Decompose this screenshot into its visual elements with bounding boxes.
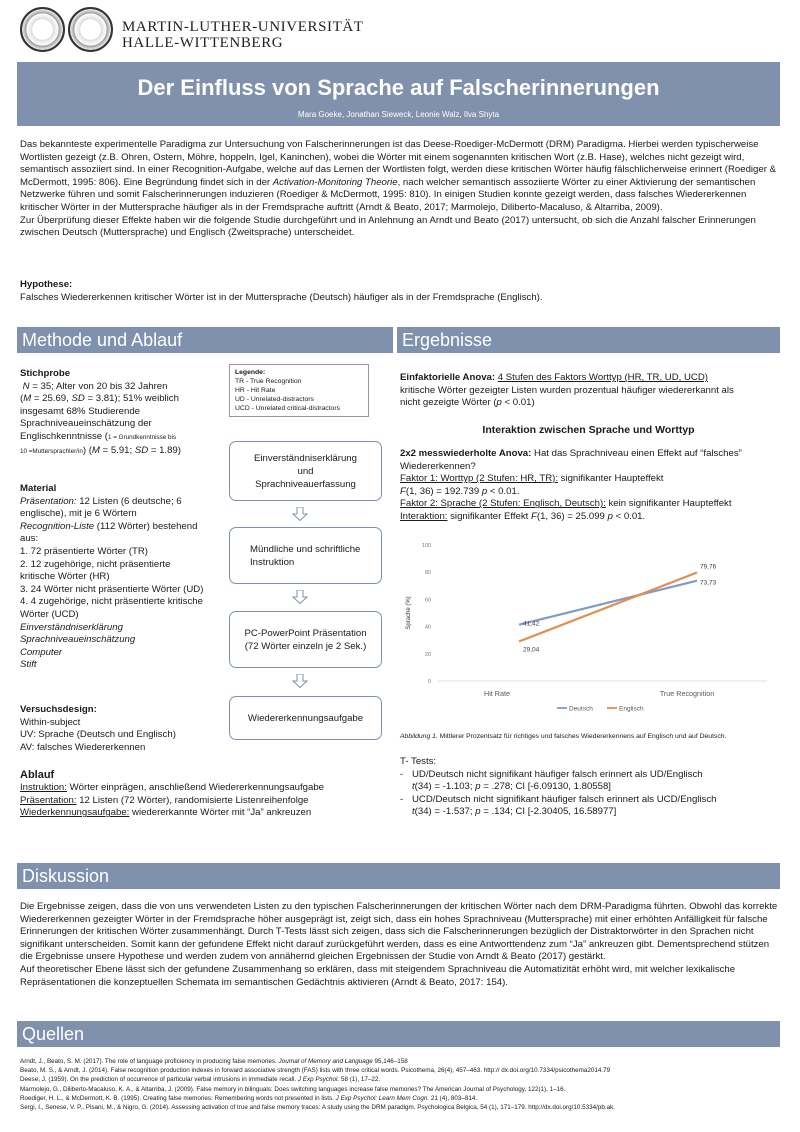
stichprobe-title: Stichprobe (20, 368, 71, 379)
reference-5-a: Roediger, H. L., & McDermott, K. B. (1995). Creating false memories: Remembering words not presented in lists. (20, 1094, 336, 1102)
diskussion-text (20, 901, 782, 989)
ablauf-block (20, 768, 390, 820)
legend-item-ud: UD - Unrelated-distractors (235, 396, 314, 403)
hypothesis-title: Hypothese: (20, 279, 73, 290)
faktor2-u: Faktor 2: Sprache (2 Stufen: Englisch, Deutsch): (400, 498, 606, 510)
ttest2-b: = .134; CI [-2.30405, 16.58977] (480, 806, 617, 818)
references-list (20, 1057, 782, 1112)
stichprobe-l6-a: ) ( (82, 444, 92, 456)
legend-label-deutsch: Deutsch (569, 705, 593, 713)
f-symbol: F (400, 485, 406, 497)
anova2-block (400, 448, 780, 524)
faktor2-text: kein signifikanter Haupteffekt (605, 498, 732, 510)
anova2-line1 (400, 448, 780, 461)
figure-caption-label: Abbildung 1. (400, 733, 438, 740)
material-line4: aus: (20, 533, 39, 545)
stichprobe-line1 (20, 381, 225, 394)
stichprobe-l5-small: 1 = Grundkenntnisse bis (108, 433, 177, 441)
material-line12: Sprachniveaueinschätzung (20, 634, 136, 646)
versuchsdesign-block (20, 704, 230, 754)
legend-box (229, 364, 369, 417)
university-seal-right-icon (68, 7, 113, 52)
university-seal-left-icon (20, 7, 65, 52)
stichprobe-l6-small: 10 =Muttersprachler/in (20, 447, 83, 455)
ablauf-l1: Wörter einprägen, anschließend Wiedererkennungsaufgabe (66, 782, 324, 793)
series-line-deutsch (519, 581, 697, 625)
reference-2: Beato, M. S., & Arndt, J. (2014). False recognition production indexes in forward associative strength (FAS) lists with three critical words. Psicothema, 26(4), 457–463. http:// dx.doi.org/10.7334/psicothema2014.79 (20, 1067, 611, 1075)
flow-step-1 (229, 441, 382, 501)
interaction-c: < 0.01. (612, 510, 646, 522)
flow-step-4 (229, 696, 382, 740)
ablauf-line3 (20, 807, 390, 820)
material-line2: englische), mit je 6 Wörtern (20, 508, 137, 520)
interaction-p: p (607, 510, 613, 522)
faktor1-stat-b: < 0.01. (487, 485, 520, 497)
ablauf-l2: 12 Listen (72 Wörter), randomisierte Listenreihenfolge (76, 794, 309, 806)
stichprobe-block (20, 368, 225, 458)
versuchsdesign-title: Versuchsdesign: (20, 704, 97, 715)
material-line3 (20, 521, 230, 534)
anova2-a: Hat das Sprachniveau einen Effekt auf “falsches” (531, 448, 742, 459)
reference-6: Sergi, I., Senese, V. P., Pisani, M., & Nigro, G. (2014). Assessing activation of true and false memory traces: A study using the DRM paradigm. Psychologica Belgica, 54 (1), 171–179. http://dx.doi.org/10.5334/pb.ak. (20, 1104, 616, 1112)
ttest1-p: p (475, 781, 481, 793)
interaction-b: (1, 36) = 25.099 (536, 510, 608, 522)
data-label-englisch: 29,04 (523, 646, 540, 654)
figure-caption-text: Mittlerer Prozentsatz für richtiges und falsches Wiedererkennens auf Englisch und auf Deutsch. (437, 733, 727, 740)
intro-paragraph-2: Zur Überprüfung dieser Effekte haben wir die folgende Studie durchgeführt und in Anlehnung an Arndt und Beato (2017) untersucht, ob sich die Anzahl falscher Erinnerungen zwischen Deutsch (Muttersprache) und Englisch (Zweitsprache) unterscheidet. (20, 214, 756, 239)
reference-1 (20, 1057, 782, 1066)
intro-paragraph-1 (20, 139, 780, 215)
intro-p1-a: Das bekannteste experimentelle Paradigma zur Untersuchung von Falscherinnerungen ist das Deese-Roediger-McDermott (DRM) Paradigma. Hierbei werden typischerweise Wortlisten gezeigt (z.B. Ohren, Ostern, Möhre, hoppeln, Igel, Kaninchen), wobei die Wörter mit einem sogenannten kritischen Wort (z.B. Hase), welches nicht gezeigt wird, semantisch assoziiert sind. In einer Recognition-Aufgabe, welche auf das Lernen der Wortlisten folgt, werden diese kritischen Wörter häufig fälschlicherweise erinnert (Roediger & McDermott, 1995: 806). Eine Begründung findet sich in der (20, 139, 776, 188)
anova1-u: 4 Stufen des Faktors Worttyp (HR, TR, UD, UCD) (497, 372, 708, 383)
ttest2-line1 (400, 794, 780, 807)
ttest2-t: t (412, 806, 415, 818)
stichprobe-line3: insgesamt 68% Studierende (20, 405, 140, 417)
reference-3-it: J Exp Psychol. (297, 1076, 340, 1084)
material-line1 (20, 496, 230, 509)
y-tick-label: 20 (424, 651, 431, 658)
interaction-u: Interaktion: (400, 510, 448, 522)
paren: ( (20, 393, 24, 405)
ttests-block (400, 756, 780, 819)
ablauf-l3: wiedererkannte Wörter mit “Ja” ankreuzen (129, 807, 312, 819)
reference-1-it: Journal of Memory and Language (278, 1058, 373, 1065)
legend-item-ucd: UCD - Unrelated critical-distractors (235, 405, 340, 412)
ttest2-line2 (400, 806, 780, 819)
anova1-line2: kritische Wörter gezeigter Listen wurden prozentual häufiger wiedererkannt als (400, 384, 734, 396)
p-symbol: p (481, 485, 488, 497)
ablauf-line1 (20, 782, 390, 795)
material-line7: kritische Wörter (HR) (20, 571, 110, 583)
stichprobe-line6 (20, 445, 225, 459)
legend-item-tr: TR - True Recognition (235, 378, 302, 385)
interaction-f: F (531, 510, 537, 522)
reference-3-a: Deese, J. (1959). On the prediction of occurrence of particular verbal intrusions in immediate recall. (20, 1076, 298, 1084)
ttest1-t: t (412, 781, 415, 793)
reference-3 (20, 1075, 782, 1084)
material-block (20, 483, 230, 672)
diskussion-paragraph-2: Auf theoretischer Ebene lässt sich der gefundene Zusammenhang so erklären, dass mit steigendem Sprachniveau die Automatizität erhöht wird, mit welcher lexikalische Repräsentationen die konzeptuellen Schemata im semantischen Gedächtnis aktivieren (Arndt & Beato, 2017: 154). (20, 963, 736, 988)
faktor1-line (400, 473, 780, 486)
m-symbol: M (23, 393, 32, 405)
ttest2-p: p (475, 806, 481, 818)
n-symbol: N (22, 380, 30, 392)
legend-label-englisch: Englisch (619, 705, 644, 713)
stichprobe-line4: Sprachniveaueinschätzung der (20, 418, 152, 430)
intro-p1-italic: Activation-Monitoring Theorie (272, 176, 398, 188)
stichprobe-l6-c: = 1.89) (148, 444, 181, 456)
anova1-bold: Einfaktorielle Anova: (400, 372, 496, 383)
series-line-englisch (519, 573, 697, 642)
section-ergebnisse-header: Ergebnisse (397, 327, 780, 353)
figure-caption (400, 732, 780, 741)
stichprobe-l5-a: Englischkenntnisse ( (20, 430, 108, 442)
ttest1-text: UD/Deutsch nicht signifikant häufiger falsch erinnert als UD/Englisch (412, 768, 703, 780)
ttest2-dash: - (400, 793, 404, 805)
versuchsdesign-line3: AV: falsches Wiedererkennen (20, 741, 146, 753)
stichprobe-line2 (20, 393, 225, 406)
material-title: Material (20, 483, 57, 494)
section-diskussion-header: Diskussion (17, 863, 780, 889)
intro-text (20, 139, 780, 240)
faktor2-line (400, 498, 780, 511)
ttest1-a: (34) = -1.103; (414, 781, 476, 793)
poster-title: Der Einfluss von Sprache auf Falscherinnerungen (137, 75, 660, 100)
material-l3-it: Recognition-Liste (20, 520, 95, 532)
anova1-line3 (400, 397, 780, 410)
reference-5 (20, 1094, 782, 1103)
ablauf-l2-u: Präsentation: (20, 794, 77, 806)
interaction-line-chart (397, 535, 780, 720)
y-axis-label: Sprache (%) (406, 596, 412, 630)
flow-step-4-label: Wiedererkennungsaufgabe (247, 712, 364, 724)
anova1-l3-a: nicht gezeigte Wörter ( (400, 397, 497, 409)
stichprobe-l1-text: = 35; Alter von 20 bis 32 Jahren (29, 380, 168, 392)
ablauf-l1-u: Instruktion: (20, 782, 67, 793)
material-l1-it: Präsentation: (20, 495, 77, 507)
material-line14: Stift (20, 659, 37, 671)
material-l1: 12 Listen (6 deutsche; 6 (76, 495, 182, 507)
sd-symbol: SD (71, 393, 85, 405)
material-line5: 1. 72 präsentierte Wörter (TR) (20, 545, 148, 557)
ttest1-line2 (400, 781, 780, 794)
data-label-deutsch: 73,73 (700, 579, 717, 587)
y-tick-label: 100 (421, 543, 431, 549)
university-name (122, 19, 364, 51)
flow-arrow-1-icon (292, 507, 308, 521)
flow-step-2 (229, 527, 382, 584)
section-methode-header: Methode und Ablauf (17, 327, 393, 353)
hypothesis-text: Falsches Wiedererkennen kritischer Wörter ist in der Muttersprache (Deutsch) häufiger als in der Fremdsprache (Englisch). (20, 292, 543, 303)
reference-4: Marmolejo, G., Diliberto-Macaluso, K. A., & Altarriba, J. (2009). False memory in bilinguals: Does switching languages increase false memories? The American Journal of Psychology, 122(1), 1–16. (20, 1085, 566, 1093)
m-symbol-2: M (91, 444, 100, 456)
faktor1-stat (400, 486, 780, 499)
anova2-line2: Wiedererkennen? (400, 460, 476, 472)
interaction-title: Interaktion zwischen Sprache und Worttyp (482, 424, 695, 436)
y-tick-label: 80 (424, 570, 431, 577)
ttest2-a: (34) = -1.537; (414, 806, 476, 818)
ablauf-line2 (20, 795, 390, 808)
data-label-englisch: 79,76 (700, 563, 717, 571)
flow-arrow-2-icon (292, 590, 308, 604)
material-line11: Einverständniserklärung (20, 621, 123, 633)
poster-authors: Mara Goeke, Jonathan Sieweck, Leonie Walz, Ilva Shyta (297, 110, 500, 119)
section-quellen-header: Quellen (17, 1021, 780, 1047)
legend-title: Legende: (235, 369, 266, 376)
material-line10: Wörter (UCD) (20, 608, 79, 620)
versuchsdesign-line2: UV: Sprache (Deutsch und Englisch) (20, 729, 176, 741)
anova1-block (400, 372, 780, 410)
flow-step-2-label: Mündliche und schriftliche Instruktion (250, 543, 361, 568)
flow-step-3 (229, 611, 382, 668)
flow-arrow-3-icon (292, 674, 308, 688)
faktor1-stat-text: (1, 36) = 192.739 (405, 485, 482, 497)
material-l3: (112 Wörter) bestehend (94, 520, 198, 532)
interaction-a: signifikanter Effekt (447, 510, 532, 522)
material-line8: 3. 24 Wörter nicht präsentierte Wörter (UD) (20, 583, 204, 595)
x-tick-label: Hit Rate (484, 689, 510, 698)
ttest1-b: = .278; CI [-6.09130, 1.80558] (480, 781, 611, 793)
flow-step-3-label: PC-PowerPoint Präsentation (72 Wörter einzeln je 2 Sek.) (244, 627, 367, 652)
reference-5-it: J Exp Psychol: Learn Mem Cogn. (335, 1094, 430, 1102)
intro-p1-b: , nach welcher semantisch assoziierte Wörter zu einer Aktivierung der semantischen Netzwerke führen und somit Falscherinnerungen induzieren (Roediger & McDermott, 1995: 810). In einigen Studien konnte gezeigt werden, dass falsches Wiedererkennen kritischer Wörter in der Muttersprache häufiger als in der Fremdsprache auftritt (Arndt & Beato, 2017; Marmolejo, Diliberto-Macaluso, & Altarriba, 2009). (20, 176, 756, 213)
versuchsdesign-line1: Within-subject (20, 716, 81, 728)
university-name-line2: HALLE-WITTENBERG (122, 35, 284, 51)
stichprobe-line5 (20, 431, 225, 445)
anova2-bold: 2x2 messwiederholte Anova: (400, 448, 532, 459)
reference-5-b: 21 (4), 803–814. (429, 1094, 478, 1102)
faktor1-text: signifikanter Haupteffekt (558, 473, 664, 485)
anova1-line1 (400, 372, 780, 385)
flow-step-1-label: Einverständniserklärung und Sprachniveauerfassung (254, 452, 357, 490)
ablauf-l3-u: Wiederkennungsaufgabe: (20, 807, 130, 819)
faktor1-u: Faktor 1: Worttyp (2 Stufen: HR, TR): (400, 473, 558, 485)
stichprobe-l2-b: = 25.69, (31, 393, 72, 405)
material-line6: 2. 12 zugehörige, nicht präsentierte (20, 558, 171, 570)
anova1-l3-p: p (496, 397, 502, 409)
interaction-line (400, 511, 780, 524)
legend-item-hr: HR - Hit Rate (235, 387, 276, 394)
reference-1-a: Arndt, J., Beato, S. M. (2017). The role of language proficiency in producing false memories. (20, 1058, 279, 1065)
anova1-l3-b: < 0.01) (501, 397, 535, 409)
ttest1-line1 (400, 769, 780, 782)
material-line9: 4. 4 zugehörige, nicht präsentierte kritische (20, 596, 203, 608)
data-label-deutsch: 41,42 (523, 620, 540, 628)
material-line13: Computer (20, 646, 63, 658)
stichprobe-l2-c: = 3.81); 51% weiblich (84, 393, 179, 405)
y-tick-label: 0 (427, 679, 431, 685)
reference-1-b: 95,146–158 (372, 1058, 408, 1065)
ttests-title: T- Tests: (400, 756, 437, 767)
ttest2-text: UCD/Deutsch nicht signifikant häufiger falsch erinnert als UCD/Englisch (412, 793, 717, 805)
ablauf-title: Ablauf (20, 769, 55, 781)
stichprobe-l6-b: = 5.91; (99, 444, 135, 456)
reference-3-b: 58 (1), 17–22. (339, 1076, 381, 1084)
title-banner (17, 62, 780, 126)
sd-symbol-2: SD (134, 444, 149, 456)
university-name-line1: MARTIN-LUTHER-UNIVERSITÄT (122, 19, 364, 35)
ttest1-dash: - (400, 768, 404, 780)
y-tick-label: 60 (424, 597, 431, 604)
diskussion-paragraph-1: Die Ergebnisse zeigen, dass die von uns verwendeten Listen zu den typischen Falscherinnerungen der kritischen Wörter nach dem DRM-Paradigma führten. Obwohl das korrekte Wiedererkennen gezeigter Wörter in der Fremdsprache höher ausgeprägt ist, zeigt sich, dass ein hohes Sprachniveau (Muttersprache) mit einer erhöhten Anfälligkeit für falsche Erinnerungen der kritischen Wörter zusammenhängt. Durch T-Tests lässt sich zeigen, dass sich die Falscherinnerungen bezüglich der Distraktorwörter in den Sprachen nicht signifikant unterscheiden. Somit kann der gefundene Effekt nicht darauf zurückgeführt werden, dass es eine Antworttendenz zum “Ja” ankreuzen gibt. Dementsprechend stützen die Ergebnisse unsere Hypothese und werden zudem von annähernd gleichen Ergebnissen der Studie von Arndt & Beato (2017) gestärkt. (20, 901, 778, 963)
y-tick-label: 40 (424, 624, 431, 631)
x-tick-label: True Recognition (659, 689, 715, 698)
